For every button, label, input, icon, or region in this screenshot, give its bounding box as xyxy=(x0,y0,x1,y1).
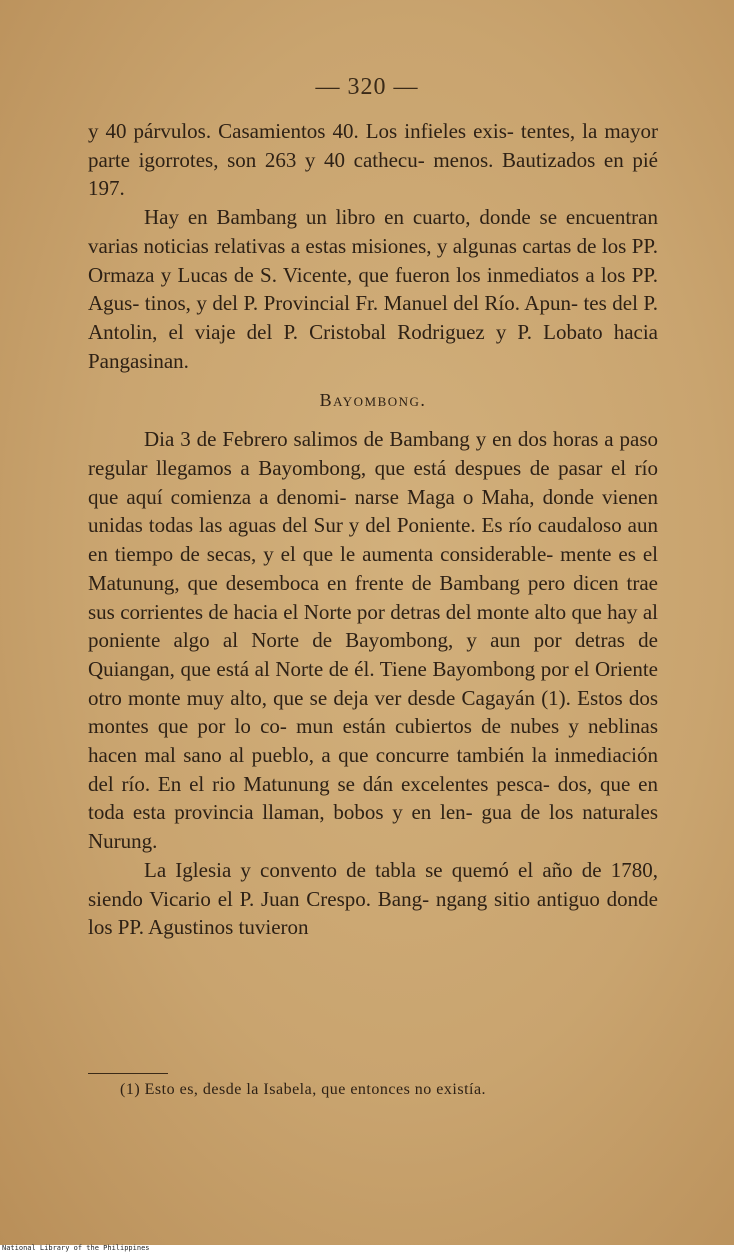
footnote-rule xyxy=(88,1073,168,1074)
body-text xyxy=(88,117,658,942)
paragraph-1: y 40 párvulos. Casamientos 40. Los infieles exis- tentes, la mayor parte igorrotes, son 263 y 40 cathecu- menos. Bautizados en pié 197. xyxy=(88,119,658,201)
page-number: — 320 — xyxy=(315,74,419,100)
paragraph-2: Hay en Bambang un libro en cuarto, donde se encuentran varias noticias relativas a estas misiones, y algunas cartas de los PP. Ormaza y Lucas de S. Vicente, que fueron los inmediatos a los PP. Agus- tinos, y del P. Provincial Fr. Manuel del Río. Apun- tes del P. Antolin, el viaje del P. Cristobal Rodriguez y P. Lobato hacia Pangasinan. xyxy=(88,205,658,373)
section-heading: Bayombong. xyxy=(319,390,427,411)
paragraph-3: Dia 3 de Febrero salimos de Bambang y en dos horas a paso regular llegamos a Bayombong, que está despues de pasar el río que aquí comienza a denomi- narse Maga o Maha, donde vienen unidas todas las aguas del Sur y del Poniente. Es río caudaloso aun en tiempo de secas, y el que le aumenta considerable- mente es el Matunung, que desemboca en frente de Bambang pero dicen trae sus corrientes de hacia el Norte por detras del monte alto que hay al poniente algo al Norte de Bayombong, y aun por detras de Quiangan, que está al Norte de él. Tiene Bayombong por el Oriente otro monte muy alto, que se deja ver desde Cagayán (1). Estos dos montes que por lo co- mun están cubiertos de nubes y neblinas hacen mal sano al pueblo, a que concurre también la inmediación del río. En el rio Matunung se dán excelentes pesca- dos, que en toda esta provincia llaman, bobos y en len- gua de los naturales Nurung. xyxy=(88,427,658,854)
footnote: (1) Esto es, desde la Isabela, que entonces no existía. xyxy=(120,1081,487,1098)
paragraph-4: La Iglesia y convento de tabla se quemó el año de 1780, siendo Vicario el P. Juan Crespo. Bang- ngang sitio antiguo donde los PP. Agustinos tuvieron xyxy=(88,857,658,940)
library-watermark-label: National Library of the Philippines xyxy=(2,1244,150,1252)
